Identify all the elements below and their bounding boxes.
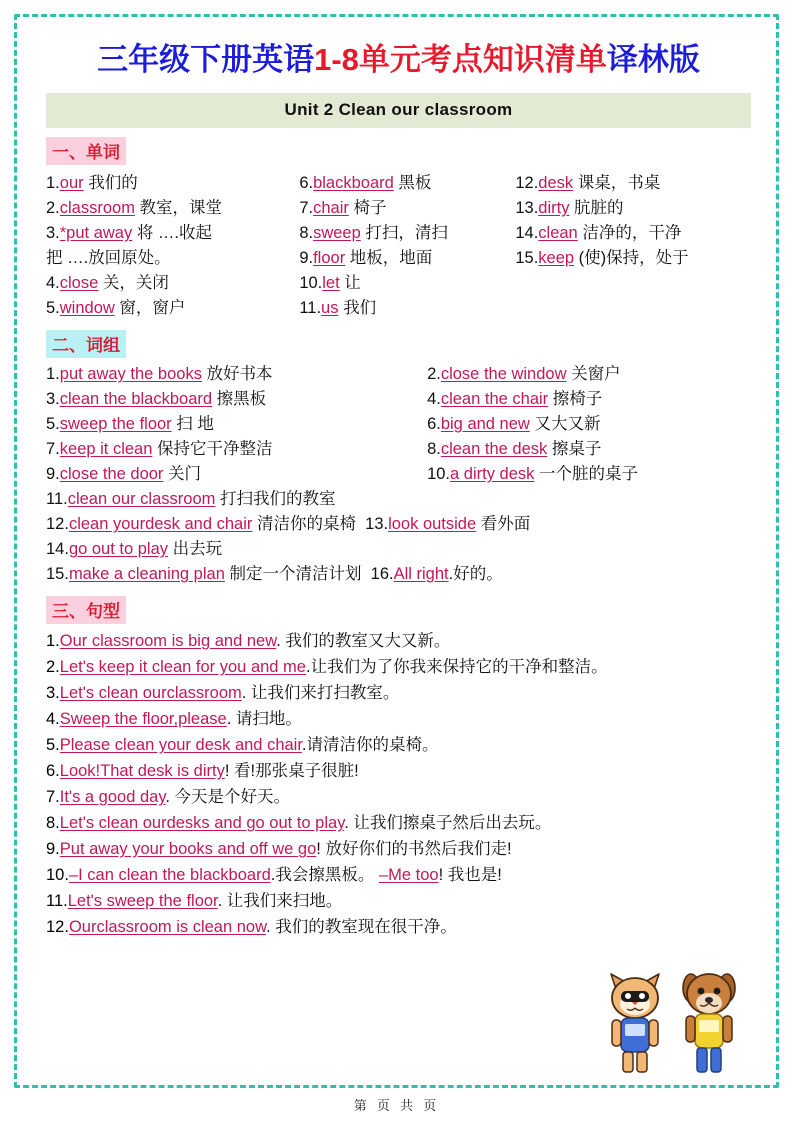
sentence-item — [46, 680, 751, 706]
sentence-item — [46, 784, 751, 810]
dog-figure — [683, 974, 735, 1072]
cat-and-dog-icon — [595, 958, 755, 1078]
word-english: close — [59, 274, 99, 292]
phrase-cell — [46, 362, 427, 387]
sentence-chinese: ! 看!那张桌子很脏! — [224, 762, 359, 780]
sentence-chinese: . 让我们来扫地。 — [217, 892, 343, 910]
word-english: blackboard — [313, 174, 394, 192]
sentence-item — [46, 706, 751, 732]
sentence-number: 8. — [46, 814, 60, 832]
word-number: 6. — [299, 174, 314, 192]
word-number: 3. — [46, 224, 60, 242]
word-number: 13. — [515, 199, 539, 217]
sentence-english: It's a good day — [59, 788, 166, 806]
word-row — [46, 221, 751, 246]
word-cell — [46, 271, 299, 296]
phrase-english: sweep the floor — [59, 415, 172, 433]
sentence-item — [46, 862, 751, 888]
word-chinese: 我们 — [343, 299, 377, 317]
phrase-cell — [427, 362, 751, 387]
sentence-item — [46, 732, 751, 758]
section-heading-words: 一、单词 — [46, 137, 126, 165]
phrase-chinese: 放好书本 — [206, 365, 273, 383]
sentence-number: 7. — [46, 788, 60, 806]
phrase-chinese: 关门 — [168, 465, 202, 483]
phrase-cell — [46, 462, 427, 487]
sentence-english: Our classroom is big and new — [59, 632, 277, 650]
sentence-chinese: . 让我们擦桌子然后出去玩。 — [344, 814, 552, 832]
word-chinese: 把 ….放回原处。 — [46, 249, 171, 267]
word-number: 1. — [46, 174, 60, 192]
word-row — [46, 246, 751, 271]
sentence-number: 9. — [46, 840, 60, 858]
section-heading-sentences: 三、句型 — [46, 596, 126, 624]
word-cell — [46, 296, 299, 321]
sentence-number: 11. — [46, 892, 68, 910]
phrase-cell — [46, 437, 427, 462]
phrase-number: 3. — [46, 390, 60, 408]
word-cell — [515, 196, 751, 221]
word-english: us — [321, 299, 339, 317]
word-row — [46, 171, 751, 196]
word-chinese: 窗，窗户 — [119, 299, 186, 317]
title-part-2: 1-8单元考点知识清单 — [314, 42, 607, 77]
phrase-number: 7. — [46, 440, 60, 458]
word-chinese: 我们的 — [88, 174, 138, 192]
phrase-number: 6. — [427, 415, 441, 433]
word-english: classroom — [59, 199, 135, 217]
phrase-english: clean the desk — [440, 440, 548, 458]
sentence-item — [46, 654, 751, 680]
sentence-chinese: . 今天是个好天。 — [165, 788, 291, 806]
phrase-cell — [46, 487, 335, 512]
phrase-chinese: 打扫我们的教室 — [219, 490, 336, 508]
sentence-number: 5. — [46, 736, 60, 754]
phrase-number: 12. — [46, 515, 69, 533]
phrase-chinese: 制定一个清洁计划 — [229, 565, 362, 583]
word-chinese: 让 — [344, 274, 361, 292]
phrase-chinese: 又大又新 — [534, 415, 601, 433]
word-english: floor — [313, 249, 346, 267]
sentence-number: 3. — [46, 684, 60, 702]
phrase-english: clean the blackboard — [59, 390, 213, 408]
sentence-english-2: –Me too — [378, 866, 439, 884]
phrase-number: 8. — [427, 440, 441, 458]
word-english: chair — [313, 199, 349, 217]
phrase-cell — [46, 412, 427, 437]
word-cell — [46, 246, 299, 271]
word-number: 15. — [515, 249, 539, 267]
phrase-english: All right — [393, 565, 449, 583]
sentence-chinese: . 请扫地。 — [226, 710, 302, 728]
word-cell — [299, 246, 515, 271]
word-number: 4. — [46, 274, 60, 292]
phrase-row — [46, 362, 751, 387]
word-number: 14. — [515, 224, 539, 242]
sentence-english: Let's keep it clean for you and me — [59, 658, 306, 676]
sentence-number: 12. — [46, 918, 69, 936]
word-chinese: 椅子 — [353, 199, 387, 217]
phrase-cell — [427, 437, 751, 462]
word-chinese: 黑板 — [398, 174, 432, 192]
word-row — [46, 196, 751, 221]
phrase-chinese: 出去玩 — [172, 540, 223, 558]
word-row — [46, 296, 751, 321]
sentence-list — [46, 628, 751, 940]
sentence-english: Let's clean ourclassroom — [59, 684, 242, 702]
phrase-english: clean the chair — [440, 390, 549, 408]
sentence-chinese: ! 放好你们的书然后我们走! — [316, 840, 512, 858]
word-cell — [515, 221, 751, 246]
word-chinese: 课桌，书桌 — [577, 174, 661, 192]
word-chinese: 肮脏的 — [574, 199, 624, 217]
phrase-row — [46, 387, 751, 412]
word-cell — [299, 171, 515, 196]
phrase-row — [46, 462, 751, 487]
phrase-chinese: 扫 地 — [176, 415, 214, 433]
phrase-row — [46, 437, 751, 462]
sentence-item — [46, 628, 751, 654]
sentence-english: Put away your books and off we go — [59, 840, 317, 858]
word-cell — [515, 171, 751, 196]
phrase-cell — [427, 412, 751, 437]
sentence-item — [46, 836, 751, 862]
phrase-number: 4. — [427, 390, 441, 408]
word-row — [46, 271, 751, 296]
phrase-number: 14. — [46, 540, 69, 558]
page-footer: 第 页 共 页 — [353, 1099, 440, 1114]
word-english: window — [59, 299, 115, 317]
phrase-row — [46, 512, 751, 537]
phrase-cell — [427, 387, 751, 412]
phrase-chinese: .好的。 — [448, 565, 503, 583]
word-cell — [299, 221, 515, 246]
phrase-number: 13. — [365, 515, 389, 533]
word-chinese: 打扫，清扫 — [365, 224, 448, 242]
phrase-english: look outside — [388, 515, 477, 533]
phrase-number: 5. — [46, 415, 60, 433]
word-chinese: 洁净的，干净 — [582, 224, 682, 242]
sentence-chinese: .让我们为了你我来保持它的干净和整洁。 — [305, 658, 608, 676]
word-cell — [515, 296, 751, 321]
phrase-row — [46, 487, 751, 512]
word-chinese: 教室，课堂 — [139, 199, 223, 217]
word-english: our — [59, 174, 84, 192]
word-english: desk — [538, 174, 574, 192]
word-english: sweep — [313, 224, 361, 242]
sentence-number: 10. — [46, 866, 69, 884]
phrase-chinese: 保持它干净整洁 — [157, 440, 273, 458]
word-cell — [515, 271, 751, 296]
phrase-cell — [427, 462, 751, 487]
section-heading-phrases: 二、词组 — [46, 330, 126, 358]
phrase-english: a dirty desk — [450, 465, 535, 483]
sentence-chinese: . 让我们来打扫教室。 — [241, 684, 400, 702]
sentence-chinese: .请清洁你的桌椅。 — [301, 736, 439, 754]
phrase-number: 15. — [46, 565, 69, 583]
word-english: clean — [538, 224, 578, 242]
phrase-english: close the door — [59, 465, 164, 483]
sentence-item — [46, 810, 751, 836]
phrase-number: 11. — [46, 490, 68, 508]
word-english: keep — [538, 249, 575, 267]
phrase-row — [46, 562, 751, 587]
sentence-number: 2. — [46, 658, 60, 676]
sentence-english: Let's sweep the floor — [67, 892, 218, 910]
title-part-3: 译林版 — [606, 42, 700, 77]
phrase-chinese: 关窗户 — [571, 365, 621, 383]
word-number: 9. — [299, 249, 314, 267]
word-cell — [46, 221, 299, 246]
phrase-cell — [46, 387, 427, 412]
sentence-number: 1. — [46, 632, 60, 650]
phrase-cell — [46, 512, 530, 537]
sentence-chinese: . 我们的教室又大又新。 — [276, 632, 451, 650]
word-chinese: (使)保持，处于 — [578, 249, 689, 267]
phrase-list — [46, 362, 751, 587]
sentence-english: Please clean your desk and chair — [59, 736, 302, 754]
phrase-row — [46, 412, 751, 437]
phrase-chinese: 看外面 — [480, 515, 531, 533]
cat-figure — [611, 974, 659, 1072]
word-list — [46, 171, 751, 321]
phrase-chinese: 清洁你的桌椅 — [256, 515, 356, 533]
phrase-number: 1. — [46, 365, 60, 383]
phrase-english: make a cleaning plan — [68, 565, 225, 583]
word-number: 2. — [46, 199, 60, 217]
sentence-english: Ourclassroom is clean now — [68, 918, 267, 936]
title-part-1: 三年级下册英语 — [97, 42, 315, 77]
sentence-number: 6. — [46, 762, 60, 780]
word-chinese: 地板，地面 — [349, 249, 433, 267]
sentence-english: –I can clean the blackboard — [68, 866, 271, 884]
phrase-english: clean yourdesk and chair — [68, 515, 253, 533]
word-number: 5. — [46, 299, 60, 317]
unit-header: Unit 2 Clean our classroom — [46, 93, 751, 128]
phrase-number: 9. — [46, 465, 60, 483]
word-number: 11. — [299, 299, 322, 317]
phrase-chinese: 擦桌子 — [551, 440, 602, 458]
word-number: 8. — [299, 224, 314, 242]
phrase-chinese: 擦黑板 — [216, 390, 267, 408]
phrase-english: go out to play — [68, 540, 169, 558]
word-number: 7. — [299, 199, 314, 217]
sentence-english: Look!That desk is dirty — [59, 762, 225, 780]
phrase-cell — [46, 537, 222, 562]
phrase-number: 16. — [370, 565, 394, 583]
sentence-english: Sweep the floor,please — [59, 710, 227, 728]
phrase-chinese: 一个脏的桌子 — [538, 465, 638, 483]
sentence-chinese-2: ! 我也是! — [438, 866, 502, 884]
sentence-item — [46, 914, 751, 940]
word-cell — [46, 196, 299, 221]
word-english: *put away — [59, 224, 133, 242]
sentence-chinese: .我会擦黑板。 — [270, 866, 375, 884]
phrase-number: 10. — [427, 465, 451, 483]
word-cell — [46, 171, 299, 196]
phrase-row — [46, 537, 751, 562]
phrase-number: 2. — [427, 365, 441, 383]
phrase-english: close the window — [440, 365, 567, 383]
sentence-item — [46, 888, 751, 914]
phrase-english: keep it clean — [59, 440, 153, 458]
word-chinese: 将 ….收起 — [136, 224, 212, 242]
phrase-english: clean our classroom — [67, 490, 216, 508]
word-chinese: 关，关闭 — [102, 274, 169, 292]
word-cell — [299, 196, 515, 221]
phrase-cell — [46, 562, 503, 587]
phrase-chinese: 擦椅子 — [552, 390, 603, 408]
sentence-item — [46, 758, 751, 784]
word-cell — [299, 271, 515, 296]
word-english: dirty — [538, 199, 570, 217]
word-cell — [515, 246, 751, 271]
word-number: 12. — [515, 174, 539, 192]
word-english: let — [322, 274, 340, 292]
sentence-chinese: . 我们的教室现在很干净。 — [266, 918, 457, 936]
word-number: 10. — [299, 274, 323, 292]
cartoon-mascots — [595, 958, 755, 1078]
word-cell — [299, 296, 515, 321]
sentence-english: Let's clean ourdesks and go out to play — [59, 814, 345, 832]
phrase-english: put away the books — [59, 365, 202, 383]
sentence-number: 4. — [46, 710, 60, 728]
page-title — [46, 34, 751, 79]
phrase-english: big and new — [440, 415, 530, 433]
